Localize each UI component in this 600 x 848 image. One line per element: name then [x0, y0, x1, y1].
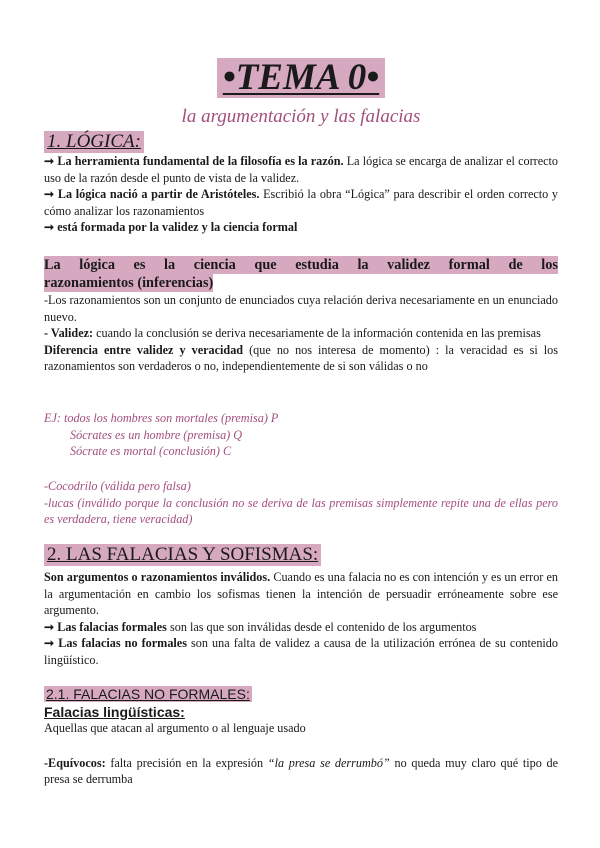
example-line: -Cocodrilo (válida pero falsa): [44, 479, 191, 493]
example-line: Sócrate es mortal (conclusión) C: [70, 444, 232, 458]
paragraph: Son argumentos o razonamientos inválidos. Cuando es una falacia no es con intención y es un error en la argumentación en cambio los sofismas tienen la intención de persuadir erróneamente sobre ese argumento.: [44, 570, 558, 617]
subheading-linguisticas: Falacias lingüísticas:: [44, 704, 185, 720]
section-heading-falacias: 2. LAS FALACIAS Y SOFISMAS:: [44, 544, 321, 566]
paragraph: Aquellas que atacan al argumento o al lenguaje usado: [44, 721, 306, 735]
paragraph: ➞ La lógica nació a partir de Aristóteles. Escribió la obra “Lógica” para describir el orden correcto y cómo analizar los razonamientos: [44, 187, 559, 218]
paragraph: ➞ Las falacias formales son las que son inválidas desde el contenido de los argumentos: [44, 619, 477, 634]
examples-notes: [44, 478, 558, 528]
example-line: Sócrates es un hombre (premisa) Q: [70, 427, 243, 442]
paragraph: -Los razonamientos son un conjunto de enunciados cuya relación deriva necesariamente en un enunciado nuevo.: [44, 293, 558, 324]
example-line: -lucas (inválido porque la conclusión no se deriva de las premisas simplemente repite una de ellas pero es verdadera, tiene veracidad): [44, 495, 558, 526]
page-title: •TEMA 0•: [217, 58, 385, 98]
section-falacias-no-formales: [44, 686, 558, 788]
section-heading-logica: 1. LÓGICA:: [44, 131, 144, 153]
title-container: [44, 58, 558, 98]
definition-block: [44, 256, 558, 375]
paragraph: ➞ está formada por la validez y la ciencia formal: [44, 220, 298, 234]
paragraph: -Equívocos: falta precisión en la expresión “la presa se derrumbó” no queda muy claro qué tipo de presa se derrumba: [44, 755, 559, 786]
example-line: EJ: todos los hombres son mortales (premisa) P: [44, 411, 279, 425]
examples-block: [44, 410, 558, 460]
section-falacias: [44, 544, 558, 668]
paragraph: ➞ La herramienta fundamental de la filosofía es la razón. La lógica se encarga de analizar el correcto uso de la razón desde el punto de vista de la validez.: [44, 154, 558, 185]
page-subtitle: la argumentación y las falacias: [181, 106, 421, 127]
section-logica: [44, 131, 558, 236]
definition-highlight-line1: La lógica es la ciencia que estudia la validez formal de los: [44, 257, 558, 273]
paragraph: ➞ Las falacias no formales son una falta de validez a causa de la utilización errónea de su contenido lingüístico.: [44, 636, 558, 667]
subsection-heading: 2.1. FALACIAS NO FORMALES:: [46, 686, 250, 702]
paragraph: Diferencia entre validez y veracidad (que no nos interesa de momento) : la veracidad es si los razonamientos son verdaderos o no, independientemente de si son válidas o no: [44, 342, 558, 373]
definition-highlight-line2: razonamientos (inferencias): [44, 275, 214, 291]
paragraph: - Validez: cuando la conclusión se deriva necesariamente de la información contenida en las premisas: [44, 326, 541, 340]
